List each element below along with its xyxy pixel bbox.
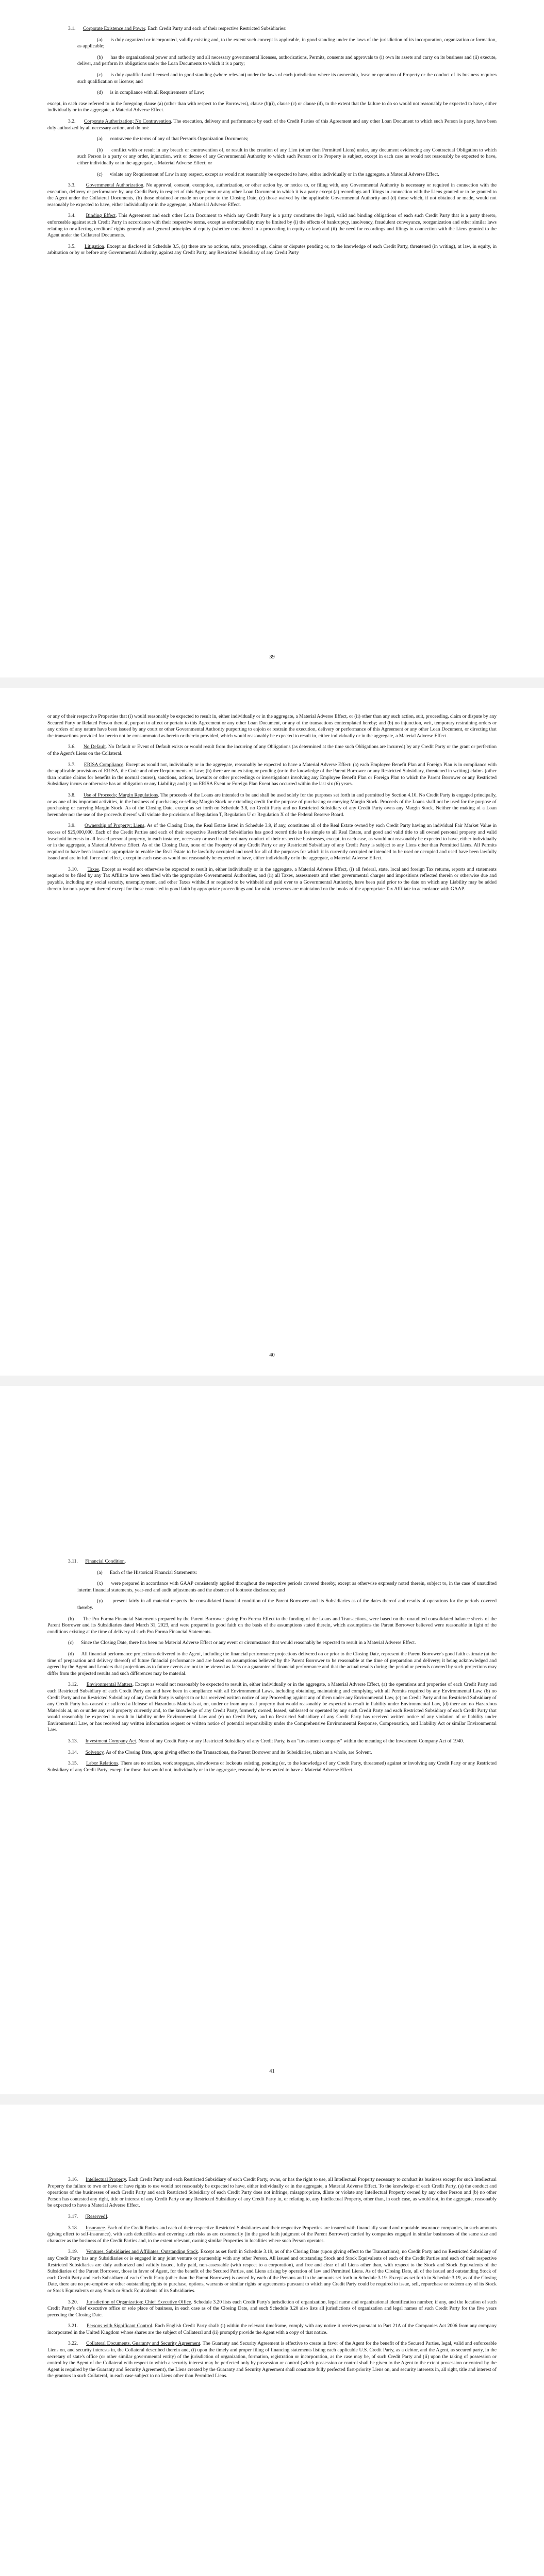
- section-heading: Labor Relations: [86, 1760, 118, 1767]
- clause-text: or any of their respective Properties that (i) would reasonably be expected to result in, either individually or in the aggregate, a Material Adverse Effect, or (ii) other than any such action, suit, proceeding, claim or dispute by any Secured Party or Related Person thereof, purport to affect or pertain to this Agreement or any other Loan Document, or any of the transactions contemplated hereby; and (b) no injunction, writ, temporary restraining orders or any orders of any nature have been issued by any court or other Governmental Authority purporting to enjoin or restrain the execution, delivery or performance of this Agreement or any other Loan Document, or directing that the transactions provided for herein not be consummated as herein or therein provided, which would reasonably be expected to result in, either individually or in the aggregate, a Material Adverse Effect.: [47, 714, 497, 739]
- section-heading: Governmental Authorization: [86, 182, 143, 189]
- section-paragraph: [47, 823, 497, 862]
- clause-text: . This Agreement and each other Loan Document to which any Credit Party is a party constitutes the legal, valid and binding obligations of each such Credit Party that is a party thereto, enforceable against such Credit Party in accordance with their respective terms, except as enforceability may be limited by (i) the effects of bankruptcy, insolvency, fraudulent conveyance, reorganization and other similar laws relating to or affecting creditors' rights generally and general principles of equity (whether considered in a proceeding in equity or law) and (ii) the need for recordings and filings in connection with the Liens granted to the Agent under the Collateral Documents.: [47, 213, 497, 239]
- clause-text: . None of any Credit Party or any Restricted Subsidiary of any Credit Party, is an "investment company" within the meaning of the Investment Company Act of 1940.: [136, 1738, 464, 1744]
- clause-number: 3.6.: [68, 744, 76, 750]
- clause-text: is duly organized or incorporated, validly existing and, to the extent such concept is applicable, in good standing under the laws of the jurisdiction of its incorporation, organization or formation, as applicable;: [77, 37, 497, 49]
- clause-number: (c): [68, 1640, 74, 1646]
- page-number: 40: [269, 1352, 275, 1358]
- section-paragraph: [47, 1558, 497, 1565]
- page-body: [47, 714, 497, 892]
- clause-number: (c): [97, 171, 103, 177]
- clause-number: (b): [68, 1616, 74, 1622]
- clause-text: . The execution, delivery and performance by each of the Credit Parties of this Agreement and any other Loan Document to which such Person is party, have been duly authorized by all necessary action, and do not:: [47, 118, 497, 131]
- section-heading: No Default: [83, 744, 106, 750]
- section-heading: Intellectual Property: [86, 2177, 126, 2182]
- clause-text: . Each of the Credit Parties and each of their respective Restricted Subsidiaries and their respective Properties are insured with financially sound and reputable insurance companies, in such amounts (giving effect to self-insurance), with such deductibles and covering such risks as are customarily (in the good faith judgment of the Parent Borrower) carried by companies engaged in similar businesses of the same size and character as the business of the Credit Parties and, to the extent relevant, owning similar Properties in localities where such Person operates.: [47, 2225, 497, 2244]
- clause-text: . The proceeds of the Loans are intended to be and shall be used solely for the purposes set forth in and permitted by Section 4.10. No Credit Party is engaged principally, or as one of its important activities, in the business of purchasing or selling Margin Stock or extending credit for the purpose of purchasing or carrying Margin Stock. Proceeds of the Loans shall not be used for the purpose of purchasing or carrying Margin Stock. As of the Closing Date, except as set forth on Schedule 3.8, no Credit Party and no Restricted Subsidiary of any Credit Party owns any Margin Stock. Neither the making of a Loan hereunder nor the use of the proceeds thereof will violate the provisions of Regulation T, Regulation U or Regulation X of the Federal Reserve Board.: [47, 792, 497, 818]
- section-paragraph: [47, 244, 497, 257]
- section-heading: Investment Company Act: [85, 1738, 136, 1744]
- clause-text: were prepared in accordance with GAAP consistently applied throughout the respective periods covered thereby, except as otherwise expressly noted therein, subject to, in the case of unaudited interim financial statements, year-end and audit adjustments and the absence of footnote disclosures; and: [77, 1581, 497, 1593]
- clause-number: 3.21.: [68, 2323, 78, 2329]
- section-paragraph: [47, 744, 497, 757]
- clause-number: 3.17.: [68, 2213, 78, 2219]
- section-heading: Corporate Authorization; No Contravention: [84, 118, 171, 124]
- clause-text: violate any Requirement of Law in any respect, except as would not reasonably be expected to have, either individually or in the aggregate, a Material Adverse Effect.: [110, 171, 439, 177]
- section-paragraph: [47, 118, 497, 131]
- clause-number: 3.7.: [68, 761, 76, 768]
- clause-text: present fairly in all material respects the consolidated financial condition of the Parent Borrower and its Subsidiaries as of the dates thereof and results of operations for the periods covered thereby.: [77, 1598, 497, 1611]
- clause-number: 3.19.: [68, 2249, 78, 2255]
- section-paragraph: [47, 2177, 497, 2209]
- page-number: 41: [269, 2069, 275, 2074]
- clause-number: 3.13.: [68, 1738, 78, 1744]
- clause-number: 3.5.: [68, 243, 76, 249]
- clause-number: 3.22.: [68, 2341, 78, 2347]
- clause-number: 3.16.: [68, 2177, 78, 2182]
- clause-paragraph: [47, 1581, 497, 1594]
- clause-text: . Except as would not reasonably be expected to result in, either individually or in the aggregate, a Material Adverse Effect, (a) the operations and properties of each Credit Party and each Restricted Subsidiary of each Credit Party are and have been in compliance with all Environmental Laws, including obtaining, maintaining and complying with all Permits required by any Environmental Law, (b) no Credit Party and no Restricted Subsidiary of any Credit Party is subject to or has received written notice of any Proceeding against any of them under any Environmental Law, (c) no Credit Party and no Restricted Subsidiary of any Credit Party has caused or suffered a Release of Hazardous Materials at, on, under or from any real property that would reasonably be expected to result in liability under Environmental Law, (d) there are no Hazardous Materials at, on or under any real property currently and, to the knowledge of any Credit Party, formerly owned, leased, subleased or operated by any such Credit Party and each Restricted Subsidiary of each Credit Party that would reasonably be expected to result in liability under Environmental Law and (e) no Credit Party and no Restricted Subsidiary of any Credit Party has received written notice of any violation of or liability under Environmental Law, or has received any written information request or written notice of potential responsibility under the Comprehensive Environmental Response, Compensation, and Liability Act or similar Environmental Law.: [47, 1682, 497, 1733]
- clause-text: . The Guaranty and Security Agreement is effective to create in favor of the Agent for the benefit of the Secured Parties, legal, valid and enforceable Liens on, and security interests in, the Collateral described therein and, (i) upon the timely and proper filing of financing statements listing each applicable U.S. Credit Party, as a debtor, and the Agent, as secured party, in the secretary of state's office (or other similar governmental entity) of the jurisdiction of organization, formation, registration or incorporation, as the case may be, of such Credit Party and (ii) upon the taking of possession or control by the Agent of the Collateral with respect to which a security interest may be perfected only by possession or control (which possession or control shall be given to the Agent to the extent possession or control by the Agent is required by the Guaranty and Security Agreement), the Liens created by the Guaranty and Security Agreement shall constitute fully perfected first-priority Liens on, and security interests in, all right, title and interest of the grantors in such Collateral, in each case subject to no Liens other than Permitted Liens.: [47, 2341, 497, 2379]
- clause-text: .: [107, 2213, 109, 2219]
- section-paragraph: [47, 26, 497, 32]
- clause-text: . There are no strikes, work stoppages, slowdowns or lockouts existing, pending (or, to the knowledge of any Credit Party, threatened) against or involving any Credit Party or any Restricted Subsidiary of any Credit Party, except for those that would not, individually or in the aggregate, reasonably be expected to have a Material Adverse Effect.: [47, 1760, 497, 1773]
- clause-paragraph: [47, 72, 497, 85]
- clause-text: . No approval, consent, exemption, authorization, or other action by, or notice to, or filing with, any Governmental Authority is necessary or required in connection with the execution, delivery or performance by, any Credit Party in respect of this Agreement or any other Loan Document to which it is a party except (a) recordings and filings in connection with the Liens granted or to be granted to the Agent under the Collateral Documents, (b) those obtained or made on or prior to the Closing Date, (c) those waived by the applicable Governmental Authority and (d) those which, if not obtained or made, would not reasonably be expected to have, either individually or in the aggregate, a Material Adverse Effect.: [47, 182, 497, 208]
- clause-number: 3.3.: [68, 182, 76, 189]
- clause-text: . Each English Credit Party shall: (i) within the relevant timeframe, comply with any notice it receives pursuant to Part 21A of the Companies Act 2006 from any company incorporated in the United Kingdom whose shares are the subject of Collateral and (ii) promptly provide the Agent with a copy of that notice.: [47, 2323, 497, 2335]
- clause-number: (a): [97, 1569, 103, 1575]
- clause-paragraph: [47, 147, 497, 167]
- clause-number: (a): [97, 37, 103, 43]
- document-page: [0, 1386, 544, 2094]
- section-heading: [Reserved]: [85, 2213, 107, 2219]
- section-paragraph: [47, 2214, 497, 2221]
- clause-text: is duly qualified and licensed and in good standing (where relevant) under the laws of each jurisdiction where its ownership, lease or operation of Property or the conduct of its business requires such qualification or license; and: [77, 72, 497, 84]
- document-page: [0, 0, 544, 677]
- section-paragraph: [47, 213, 497, 239]
- section-heading: Environmental Matters: [86, 1682, 133, 1688]
- clause-number: 3.14.: [68, 1749, 78, 1755]
- clause-text: . As of the Closing Date, the Real Estate listed in Schedule 3.9, if any, constitutes all of the Real Estate owned by each Credit Party having an individual Fair Market Value in excess of $25,000,000. Each of the Credit Parties and each of their respective Restricted Subsidiaries has good record title in fee simple to all Real Estate, and good and valid title to all owned personal property and valid leasehold interests in all leased personal property, in each instance, necessary or used in the ordinary conduct of their respective businesses, except, in each case, as would not reasonably be expected to have, either individually or in the aggregate, a Material Adverse Effect. As of the Closing Date, none of the Property of any Credit Party or any Restricted Subsidiary of any Credit Party is subject to any Liens other than Permitted Liens. All Permits required to have been issued or appropriate to enable the Real Estate to be lawfully occupied and used for all of the purposes for which it is currently occupied or intended to be used or occupied and used have been lawfully issued and are in full force and effect, except in each case as would not reasonably be expected to have, either individually or in the aggregate, a Material Adverse Effect.: [47, 823, 497, 861]
- document-page: [0, 2105, 544, 2576]
- clause-paragraph: [47, 136, 497, 143]
- page-body: [47, 1558, 497, 1773]
- clause-paragraph: [47, 714, 497, 739]
- clause-text: is in compliance with all Requirements of Law;: [110, 90, 205, 96]
- clause-number: (b): [97, 54, 103, 60]
- section-paragraph: [47, 762, 497, 788]
- clause-number: (d): [68, 1651, 74, 1657]
- clause-paragraph: [47, 1570, 497, 1577]
- clause-text: All financial performance projections delivered to the Agent, including the financial performance projections delivered on or prior to the Closing Date, represent the Parent Borrower's good faith estimate (at the time of preparation and delivery thereof) of future financial performance and are based on assumptions believed by the Parent Borrower to be reasonable at the time of preparation and delivery; it being acknowledged and agreed by the Agent and Lenders that projections as to future events are not to be viewed as facts or a guarantee of financial performance and that the actual results during the period or periods covered by such projections may differ from the projected results and such differences may be material.: [47, 1651, 497, 1676]
- section-heading: ERISA Compliance: [84, 761, 124, 768]
- clause-text: . Except as would not otherwise be expected to result in, either individually or in the aggregate, a Material Adverse Effect, (i) all federal, state, local and foreign Tax returns, reports and statements required to be filed by any Tax Affiliate have been filed with the appropriate Governmental Authorities, and (ii) all Taxes, assessments and other governmental charges and impositions reflected therein or otherwise due and payable, including any social security, unemployment, and other Taxes withheld or required to be withheld and paid over to a Governmental Authority, have been paid prior to the date on which any Liability may be added thereto for non-payment thereof except for those contested in good faith by appropriate proceedings and for which reserves are maintained on the books of the appropriate Tax Affiliate in accordance with GAAP.: [47, 866, 497, 892]
- clause-paragraph: [47, 90, 497, 96]
- clause-paragraph: [47, 1640, 497, 1647]
- section-paragraph: [47, 1750, 497, 1756]
- clause-paragraph: [47, 1616, 497, 1636]
- clause-number: 3.4.: [68, 213, 76, 219]
- clause-number: 3.8.: [68, 792, 76, 798]
- section-paragraph: [47, 1738, 497, 1745]
- clause-text: conflict with or result in any breach or contravention of, or result in the creation of any Lien (other than Permitted Liens) under, any document evidencing any Contractual Obligation to which such Person is a party or any order, injunction, writ or decree of any Governmental Authority to which such Person or its Property is subject, except in each case as would not reasonably be expected to have, either individually or in the aggregate, a Material Adverse Effect; or: [77, 147, 497, 166]
- clause-text: . Each Credit Party and each Restricted Subsidiary of each Credit Party, owns, or has the right to use, all Intellectual Property necessary to conduct its business except for such Intellectual Property the failure to own or have or have rights to use would not reasonably be expected to have, either individually or in the aggregate, a Material Adverse Effect. To the knowledge of each Credit Party, (a) the conduct and operations of the businesses of each Credit Party and each Restricted Subsidiary of each Credit Party does not infringe, misappropriate, dilute or violate any Intellectual Property owned by any other Person and (b) no other Person has contested any right, title or interest of any Credit Party or any Restricted Subsidiary of any Credit Party in, or relating to, any Intellectual Property, other than, in each case, as would not, in the aggregate, reasonably be expected to have a Material Adverse Effect.: [47, 2177, 497, 2209]
- clause-paragraph: [47, 172, 497, 178]
- clause-number: 3.1.: [68, 26, 76, 31]
- clause-number: (x): [97, 1581, 103, 1587]
- section-heading: Persons with Significant Control: [87, 2323, 152, 2329]
- clause-number: (a): [97, 136, 103, 142]
- clause-text: Each of the Historical Financial Statements:: [110, 1569, 197, 1575]
- clause-paragraph: [47, 55, 497, 67]
- section-paragraph: [47, 2225, 497, 2245]
- page-body: [47, 2177, 497, 2380]
- clause-text: The Pro Forma Financial Statements prepared by the Parent Borrower giving Pro Forma Effect to the funding of the Loans and Transactions, were based on the unaudited consolidated balance sheets of the Parent Borrower and its Subsidiaries dated March 31, 2023, and were prepared in good faith on the basis of the assumptions stated therein, which assumptions the Parent Borrower believed were reasonable in light of the conditions existing at the time of delivery of such Pro Forma Financial Statements.: [47, 1616, 497, 1635]
- section-paragraph: [47, 1682, 497, 1734]
- clause-text: .: [124, 1558, 126, 1564]
- clause-paragraph: [47, 1651, 497, 1677]
- clause-number: (y): [97, 1598, 103, 1604]
- clause-number: 3.12.: [68, 1682, 78, 1688]
- section-heading: Binding Effect: [86, 213, 116, 219]
- clause-text: contravene the terms of any of that Person's Organization Documents;: [110, 136, 249, 142]
- section-paragraph: [47, 2341, 497, 2380]
- clause-number: (d): [97, 90, 103, 96]
- clause-paragraph: [47, 101, 497, 114]
- section-heading: Collateral Documents, Guaranty and Security Agreement: [86, 2341, 200, 2347]
- section-heading: Solvency: [85, 1749, 104, 1755]
- section-heading: Ownership of Property; Liens: [84, 823, 144, 829]
- section-heading: Corporate Existence and Power: [83, 26, 145, 31]
- section-heading: Ventures, Subsidiaries and Affiliates; Outstanding Stock: [86, 2249, 198, 2255]
- page-body: [47, 26, 497, 257]
- section-heading: Use of Proceeds; Margin Regulations: [83, 792, 158, 798]
- clause-number: (c): [97, 72, 103, 78]
- document-page: [0, 688, 544, 1376]
- clause-text: . No Default or Event of Default exists or would result from the incurring of any Obligations (as determined at the time such Obligations are incurred) by any Credit Party or the grant or perfection of the Agent's Liens on the Collateral.: [47, 744, 497, 756]
- section-paragraph: [47, 792, 497, 818]
- clause-number: 3.2.: [68, 118, 76, 124]
- clause-text: except, in each case referred to in the foregoing clause (a) (other than with respect to the Borrowers), clause (b)(i), clause (c) or clause (d), to the extent that the failure to do so would not reasonably be expected to have, either individually or in the aggregate, a Material Adverse Effect.: [47, 100, 497, 113]
- clause-text: . Except as set forth in Schedule 3.19, as of the Closing Date (upon giving effect to the Transactions), no Credit Party and no Restricted Subsidiary of any Credit Party has any Subsidiaries or is engaged in any joint venture or partnership with any other Person. All issued and outstanding Stock and Stock Equivalents of each of the Credit Parties and each of their respective Restricted Subsidiaries are duly authorized and validly issued, fully paid, non-assessable (with respect to a corporation), and free and clear of all Liens other than, with respect to the Stock and Stock Equivalents of the Subsidiaries of the Parent Borrower, those in favor of Agent, for the benefit of the Secured Parties, and Liens arising by operation of law and Permitted Liens. As of the Closing Date, all of the issued and outstanding Stock of each Credit Party and each Subsidiary of each Credit Party (other than the Parent Borrower) is owned by each of the Persons and in the amounts set forth in Schedule 3.19. Except as set forth in Schedule 3.19, as of the Closing Date, there are no pre-emptive or other outstanding rights to purchase, options, warrants or similar rights or agreements pursuant to which any Credit Party could be required to issue, sell, repurchase or redeem any of its Stock or Stock Equivalents or any Stock or Stock Equivalents of its Subsidiaries.: [47, 2249, 497, 2294]
- section-heading: Taxes: [87, 866, 99, 872]
- clause-number: (b): [97, 147, 103, 153]
- clause-number: 3.15.: [68, 1760, 78, 1767]
- clause-text: . Each Credit Party and each of their respective Restricted Subsidiaries:: [145, 26, 287, 31]
- section-heading: Insurance: [86, 2225, 105, 2231]
- section-heading: Financial Condition: [85, 1558, 125, 1564]
- clause-text: Since the Closing Date, there has been no Material Adverse Effect or any event or circumstance that would reasonably be expected to result in a Material Adverse Effect.: [81, 1640, 416, 1646]
- section-heading: Litigation: [84, 243, 104, 249]
- page-number: 39: [269, 654, 275, 660]
- clause-number: 3.9.: [68, 823, 76, 829]
- clause-text: has the organizational power and authority and all necessary governmental licenses, authorizations, Permits, consents and approvals to (i) own its assets and carry on its business and (ii) execute, deliver, and perform its obligations under the Loan Documents to which it is a party;: [77, 54, 497, 67]
- section-paragraph: [47, 2299, 497, 2319]
- clause-text: . Except as would not, individually or in the aggregate, reasonably be expected to have a Material Adverse Effect: (a) each Employee Benefit Plan and Foreign Plan is in compliance with the applicable provisions of ERISA, the Code and other Requirements of Law; (b) there are no existing or pending (or to the knowledge of the Parent Borrower or any Restricted Subsidiary, threatened in writing) claims (other than routine claims for benefits in the normal course), sanctions, actions, lawsuits or other proceedings or investigations involving any Employee Benefit Plan or Foreign Plan to which the Parent Borrower or any Restricted Subsidiary incurs or otherwise has an obligation or any Liability; and (c) no ERISA Event or Foreign Plan Event has occurred within the last six (6) years.: [47, 761, 497, 787]
- clause-paragraph: [47, 1598, 497, 1611]
- clause-number: 3.11.: [68, 1558, 78, 1564]
- clause-number: 3.20.: [68, 2299, 78, 2305]
- section-paragraph: [47, 2323, 497, 2336]
- clause-paragraph: [47, 37, 497, 50]
- section-paragraph: [47, 182, 497, 208]
- section-paragraph: [47, 2249, 497, 2294]
- section-heading: Jurisdiction of Organization; Chief Executive Office: [86, 2299, 191, 2305]
- clause-text: . Schedule 3.20 lists each Credit Party's jurisdiction of organization, legal name and organizational identification number, if any, and the location of such Credit Party's chief executive office or sole place of business, in each case as of the Closing Date, and such Schedule 3.20 also lists all jurisdictions of organization and legal names of such Credit Party for the five years preceding the Closing Date.: [47, 2299, 497, 2318]
- clause-text: . Except as disclosed in Schedule 3.5, (a) there are no actions, suits, proceedings, claims or disputes pending or, to the knowledge of each Credit Party, threatened (in writing), at law, in equity, in arbitration or by or before any Governmental Authority, against any Credit Party, any Restricted Subsidiary of any Credit Party: [47, 243, 497, 256]
- clause-number: 3.18.: [68, 2225, 78, 2231]
- section-paragraph: [47, 1760, 497, 1773]
- clause-number: 3.10.: [68, 866, 78, 872]
- clause-text: . As of the Closing Date, upon giving effect to the Transactions, the Parent Borrower and its Subsidiaries, taken as a whole, are Solvent.: [103, 1749, 372, 1755]
- section-paragraph: [47, 867, 497, 892]
